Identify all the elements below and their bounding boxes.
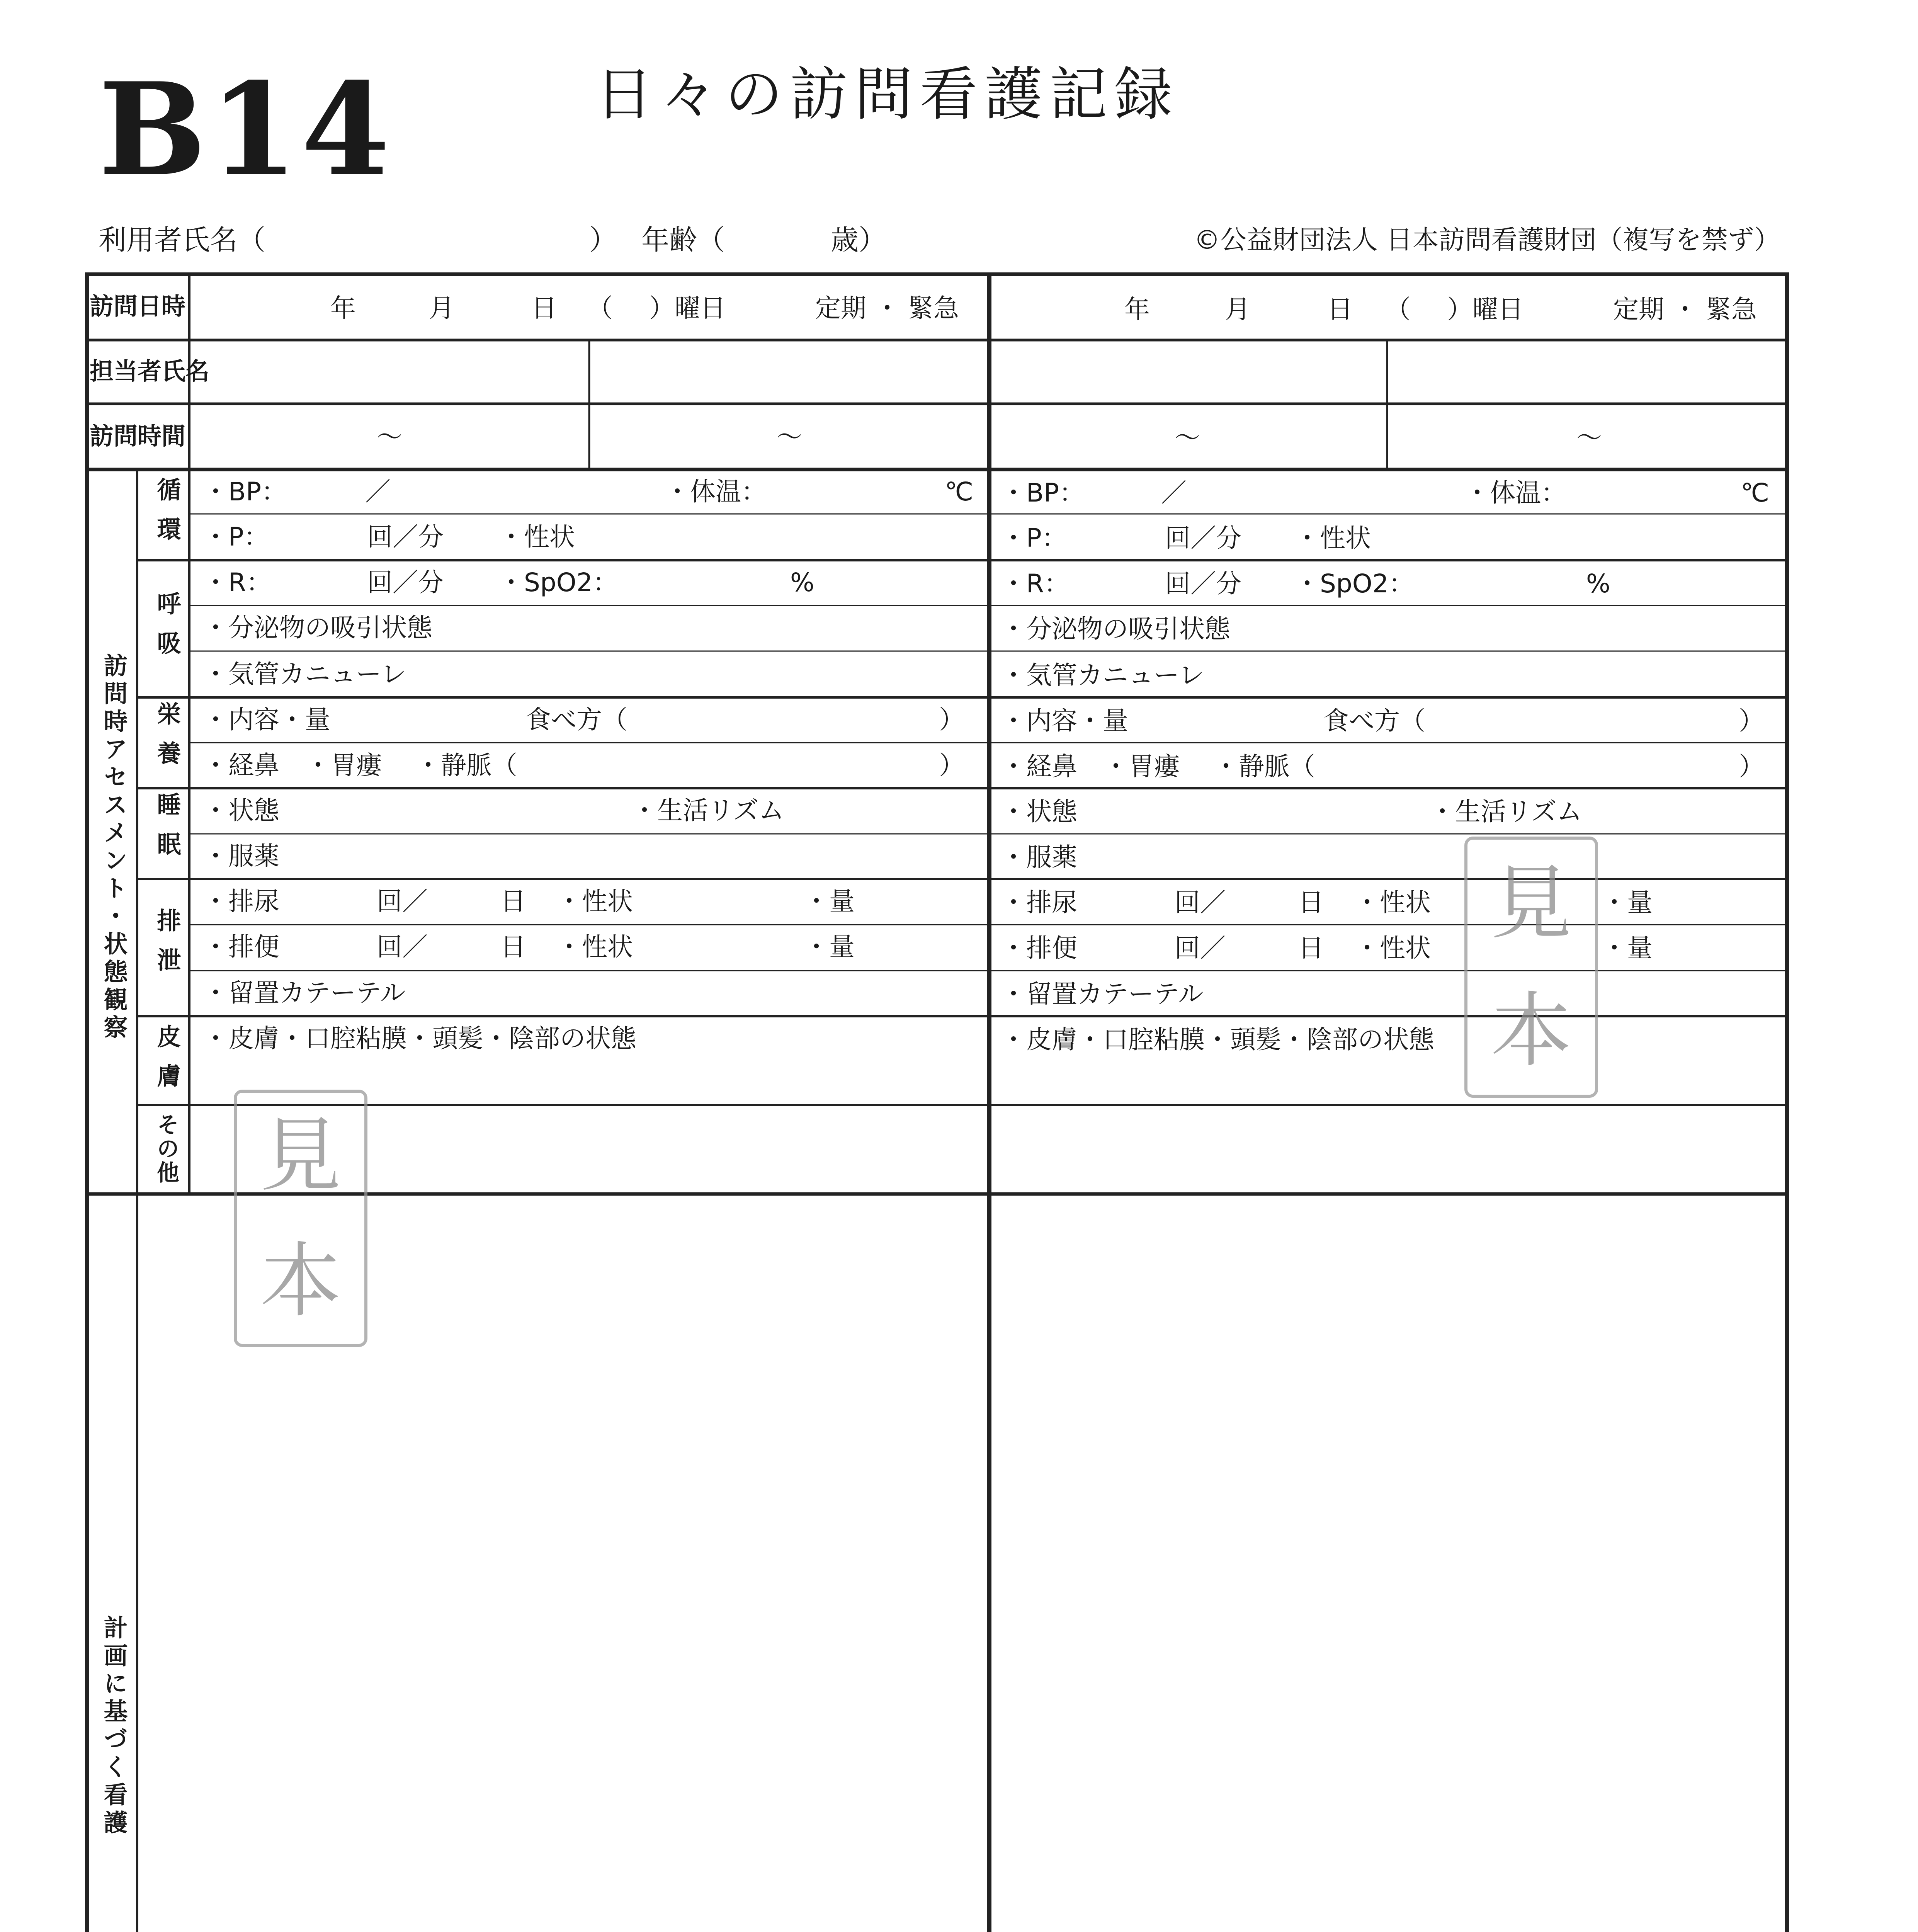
category-other: その他	[153, 1113, 179, 1185]
right-route-iv: ・静脈（	[1213, 752, 1315, 781]
sample-stamp-char-2: 本	[1490, 983, 1572, 1078]
right-sleep-rhythm: ・生活リズム	[1430, 797, 1582, 827]
category-sleep: 睡眠	[153, 792, 181, 871]
right-temp: ・体温：	[1464, 478, 1566, 508]
right-spo2-unit: %	[1586, 569, 1610, 599]
left-staff-input-2[interactable]	[591, 342, 987, 402]
left-urination-amount: ・量	[804, 886, 855, 916]
left-weekday-open: （	[587, 293, 613, 323]
left-pulse: ・P：	[203, 522, 269, 552]
right-resp: ・R：	[1001, 569, 1070, 599]
left-urination-nature: ・性状	[556, 886, 633, 916]
left-defecation-times: 回／	[377, 932, 428, 962]
right-time-tilde-2: ～	[1576, 423, 1602, 452]
right-eating: 食べ方（	[1323, 706, 1425, 736]
left-skin: ・皮膚・口腔粘膜・頭髪・陰部の状態	[203, 1024, 636, 1053]
right-defecation-nature: ・性状	[1354, 933, 1431, 963]
right-defecation-day: 日	[1298, 933, 1324, 963]
category-respiration: 呼吸	[153, 591, 181, 670]
right-staff-input-1[interactable]	[991, 342, 1385, 402]
right-urination-nature: ・性状	[1354, 888, 1431, 917]
right-urination: ・排尿	[1001, 888, 1077, 917]
left-bp-slash: ／	[365, 477, 391, 507]
right-catheter: ・留置カテーテル	[1001, 979, 1204, 1009]
visit-time-label: 訪問時間	[90, 422, 186, 450]
form-code: B14	[99, 54, 393, 204]
left-route-close: ）	[939, 750, 964, 780]
right-urination-day: 日	[1298, 888, 1324, 917]
right-urination-amount: ・量	[1602, 888, 1653, 917]
left-route-gastro: ・胃瘻	[305, 750, 382, 780]
left-defecation-day: 日	[500, 932, 526, 962]
left-nutrition-content: ・内容・量	[203, 705, 330, 735]
right-urination-times: 回／	[1175, 888, 1226, 917]
category-excretion: 排泄	[153, 908, 181, 987]
right-route-close: ）	[1739, 752, 1764, 781]
left-visit-type: 定期 ・ 緊急	[815, 293, 959, 323]
user-name-label: 利用者氏名（	[99, 224, 266, 256]
left-temp: ・体温：	[665, 477, 767, 507]
sample-stamp	[1464, 837, 1598, 1098]
left-urination: ・排尿	[203, 886, 279, 916]
right-time-tilde-1: ～	[1175, 423, 1200, 452]
left-bp: ・BP：	[203, 477, 287, 507]
left-sleep-state: ・状態	[203, 796, 279, 825]
left-resp: ・R：	[203, 568, 272, 597]
right-defecation-times: 回／	[1175, 933, 1226, 963]
left-catheter: ・留置カテーテル	[203, 978, 406, 1008]
right-pulse-nature: ・性状	[1294, 523, 1371, 553]
left-month: 月	[429, 293, 454, 323]
sample-stamp-char-1: 見	[260, 1108, 341, 1203]
sample-stamp-char-2: 本	[260, 1233, 341, 1328]
category-circulation: 循環	[153, 477, 181, 556]
right-visit-type: 定期 ・ 緊急	[1613, 294, 1757, 324]
age-label: 年齢（	[641, 224, 725, 256]
right-defecation-amount: ・量	[1602, 933, 1653, 963]
left-eating: 食べ方（	[525, 705, 627, 735]
left-pulse-unit: 回／分	[367, 522, 444, 552]
plan-section-label: 計画に基づく看護	[100, 1615, 128, 1838]
right-skin: ・皮膚・口腔粘膜・頭髪・陰部の状態	[1001, 1025, 1434, 1054]
staff-name-label: 担当者氏名	[90, 357, 210, 385]
right-sleep-state: ・状態	[1001, 797, 1077, 827]
right-other-input[interactable]	[991, 1107, 1785, 1192]
copyright: ©公益財団法人 日本訪問看護財団（複写を禁ず）	[1194, 225, 1780, 255]
assessment-section-label: 訪問時アセスメント・状態観察	[100, 653, 128, 1043]
sample-stamp	[234, 1090, 367, 1347]
left-time-tilde-1: ～	[377, 422, 402, 452]
left-pulse-nature: ・性状	[498, 522, 575, 552]
category-nutrition: 栄養	[153, 701, 181, 780]
left-resp-unit: 回／分	[367, 568, 444, 597]
left-spo2-unit: %	[790, 568, 814, 597]
right-day: 日	[1327, 294, 1353, 324]
left-cannula: ・気管カニューレ	[203, 659, 406, 689]
right-resp-unit: 回／分	[1165, 569, 1241, 599]
right-cannula: ・気管カニューレ	[1001, 660, 1204, 690]
right-bp-slash: ／	[1161, 478, 1187, 508]
left-defecation-nature: ・性状	[556, 932, 633, 962]
left-eating-close: ）	[939, 705, 964, 735]
left-weekday-close: ）曜日	[649, 293, 726, 323]
right-eating-close: ）	[1739, 706, 1764, 736]
right-spo2: ・SpO2：	[1294, 569, 1414, 599]
left-staff-input-1[interactable]	[191, 342, 587, 402]
right-secretion: ・分泌物の吸引状態	[1001, 614, 1230, 644]
sample-stamp-char-1: 見	[1490, 856, 1572, 951]
left-spo2: ・SpO2：	[498, 568, 618, 597]
left-temp-unit: ℃	[945, 477, 974, 507]
left-sleep-rhythm: ・生活リズム	[632, 796, 784, 825]
right-pulse-unit: 回／分	[1165, 523, 1241, 553]
left-urination-day: 日	[500, 886, 526, 916]
user-name-close: ）	[589, 224, 617, 256]
visit-date-label: 訪問日時	[90, 292, 186, 320]
right-medication: ・服薬	[1001, 842, 1077, 872]
right-weekday-close: ）曜日	[1447, 294, 1524, 324]
right-staff-input-2[interactable]	[1389, 342, 1785, 402]
left-defecation: ・排便	[203, 932, 279, 962]
category-skin: 皮膚	[153, 1024, 181, 1103]
right-pulse: ・P：	[1001, 523, 1067, 553]
left-year: 年	[330, 293, 356, 323]
right-bp: ・BP：	[1001, 478, 1085, 508]
left-route-nasal: ・経鼻	[203, 750, 279, 780]
form-title: 日々の訪問看護記録	[595, 61, 1180, 128]
right-year: 年	[1124, 294, 1150, 324]
age-unit: 歳）	[831, 224, 887, 256]
left-secretion: ・分泌物の吸引状態	[203, 613, 432, 643]
left-urination-times: 回／	[377, 886, 428, 916]
left-time-tilde-2: ～	[777, 422, 802, 452]
right-temp-unit: ℃	[1741, 478, 1770, 508]
left-defecation-amount: ・量	[804, 932, 855, 962]
right-plan-input[interactable]	[991, 1196, 1785, 1932]
right-month: 月	[1225, 294, 1250, 324]
right-defecation: ・排便	[1001, 933, 1077, 963]
left-day: 日	[531, 293, 557, 323]
right-weekday-open: （	[1385, 294, 1411, 324]
left-medication: ・服薬	[203, 841, 279, 871]
right-route-gastro: ・胃瘻	[1103, 752, 1180, 781]
right-route-nasal: ・経鼻	[1001, 752, 1077, 781]
right-nutrition-content: ・内容・量	[1001, 706, 1128, 736]
left-route-iv: ・静脈（	[415, 750, 517, 780]
